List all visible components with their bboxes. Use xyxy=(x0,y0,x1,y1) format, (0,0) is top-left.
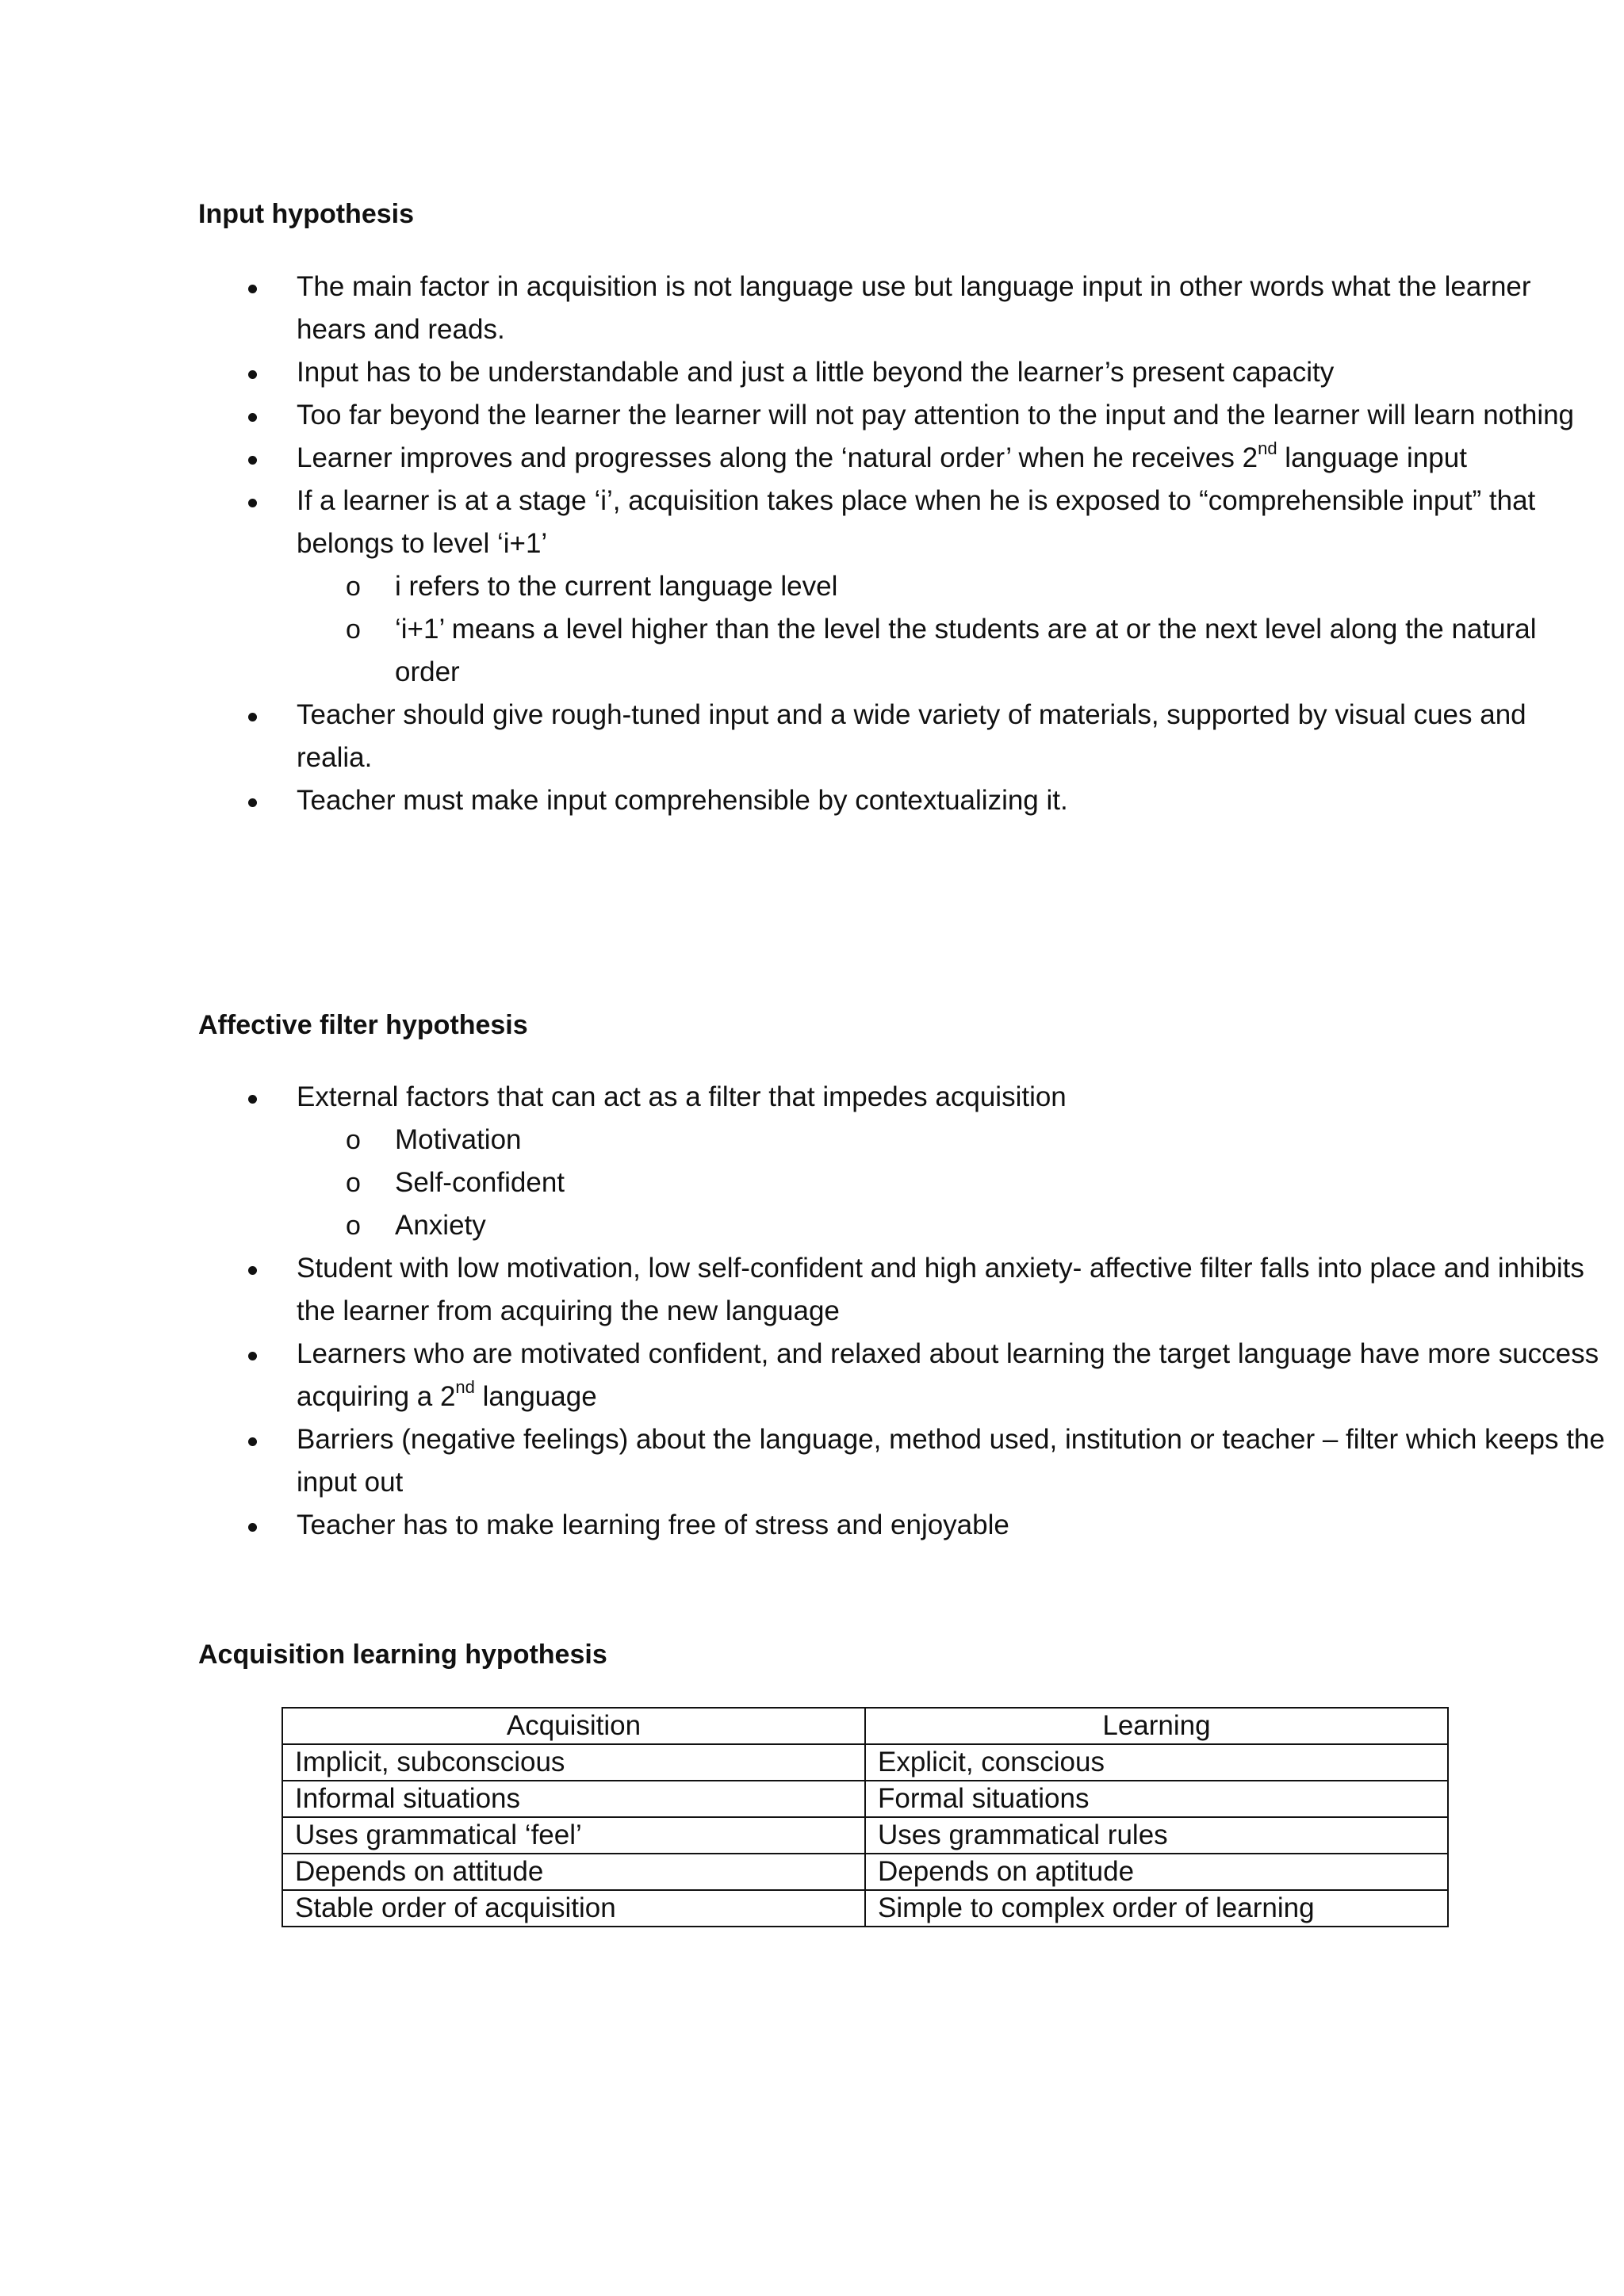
list-item-text: Learners who are motivated confident, and relaxed about learning the target language have more success acquiring a 2 xyxy=(297,1338,1599,1412)
table-row xyxy=(282,1854,1448,1890)
input-hypothesis-list xyxy=(198,266,1575,822)
table-cell: Depends on aptitude xyxy=(865,1854,1448,1890)
sub-list-item: o ‘i+1’ means a level higher than the level the students are at or the next level along the natural order xyxy=(198,608,1608,694)
table-cell: Formal situations xyxy=(865,1781,1448,1817)
column-header-acquisition: Acquisition xyxy=(282,1708,865,1744)
superscript: nd xyxy=(1258,438,1277,458)
sub-list-container xyxy=(198,1119,1467,1247)
list-item: External factors that can act as a filter that impedes acquisition xyxy=(198,1076,1605,1119)
acquisition-learning-section xyxy=(198,1639,1467,1670)
sub-list-item: o Anxiety xyxy=(198,1204,1608,1247)
table-header-row xyxy=(282,1708,1448,1744)
sub-list xyxy=(198,1119,1467,1247)
table-cell: Explicit, conscious xyxy=(865,1744,1448,1781)
table-cell: Stable order of acquisition xyxy=(282,1890,865,1927)
superscript: nd xyxy=(455,1377,475,1397)
list-item-text: language xyxy=(474,1381,597,1412)
affective-filter-list xyxy=(198,1076,1605,1547)
affective-filter-heading: Affective filter hypothesis xyxy=(198,1010,528,1040)
list-item-text: language input xyxy=(1277,442,1467,473)
table-row xyxy=(282,1817,1448,1854)
list-item: Teacher has to make learning free of stress and enjoyable xyxy=(198,1504,1605,1547)
list-item: Student with low motivation, low self-confident and high anxiety- affective filter falls into place and inhibits the learner from acquiring the new language xyxy=(198,1247,1605,1333)
list-item: Teacher should give rough-tuned input and a wide variety of materials, supported by visual cues and realia. xyxy=(198,694,1605,779)
sub-list-item: o i refers to the current language level xyxy=(198,565,1608,608)
list-item: Teacher must make input comprehensible by contextualizing it. xyxy=(198,779,1605,822)
table-cell: Simple to complex order of learning xyxy=(865,1890,1448,1927)
list-item: Input has to be understandable and just a little beyond the learner’s present capacity xyxy=(198,351,1605,394)
list-item: The main factor in acquisition is not language use but language input in other words what the learner hears and reads. xyxy=(198,266,1605,351)
column-header-learning: Learning xyxy=(865,1708,1448,1744)
list-item: Barriers (negative feelings) about the language, method used, institution or teacher – filter which keeps the input out xyxy=(198,1418,1605,1504)
sub-list-item: o Self-confident xyxy=(198,1161,1608,1204)
table-cell: Depends on attitude xyxy=(282,1854,865,1890)
sub-list xyxy=(198,565,1537,694)
acquisition-learning-heading: Acquisition learning hypothesis xyxy=(198,1640,607,1670)
list-item xyxy=(198,437,1605,480)
table-cell: Informal situations xyxy=(282,1781,865,1817)
comparison-table xyxy=(282,1707,1449,1927)
input-hypothesis-heading: Input hypothesis xyxy=(198,199,414,229)
table-row xyxy=(282,1781,1448,1817)
sub-list-item: o Motivation xyxy=(198,1119,1608,1161)
input-hypothesis-section xyxy=(198,198,1467,230)
list-item: Too far beyond the learner the learner will not pay attention to the input and the learner will learn nothing xyxy=(198,394,1605,437)
list-item-text: Learner improves and progresses along the ‘natural order’ when he receives 2 xyxy=(297,442,1258,473)
table-cell: Uses grammatical ‘feel’ xyxy=(282,1817,865,1854)
list-item xyxy=(198,1333,1605,1418)
sub-list-container xyxy=(198,565,1537,694)
table-cell: Implicit, subconscious xyxy=(282,1744,865,1781)
affective-filter-section xyxy=(198,1009,1467,1041)
table-cell: Uses grammatical rules xyxy=(865,1817,1448,1854)
table-row xyxy=(282,1890,1448,1927)
table-row xyxy=(282,1744,1448,1781)
list-item: If a learner is at a stage ‘i’, acquisition takes place when he is exposed to “comprehensible input” that belongs to level ‘i+1’ xyxy=(198,480,1605,565)
